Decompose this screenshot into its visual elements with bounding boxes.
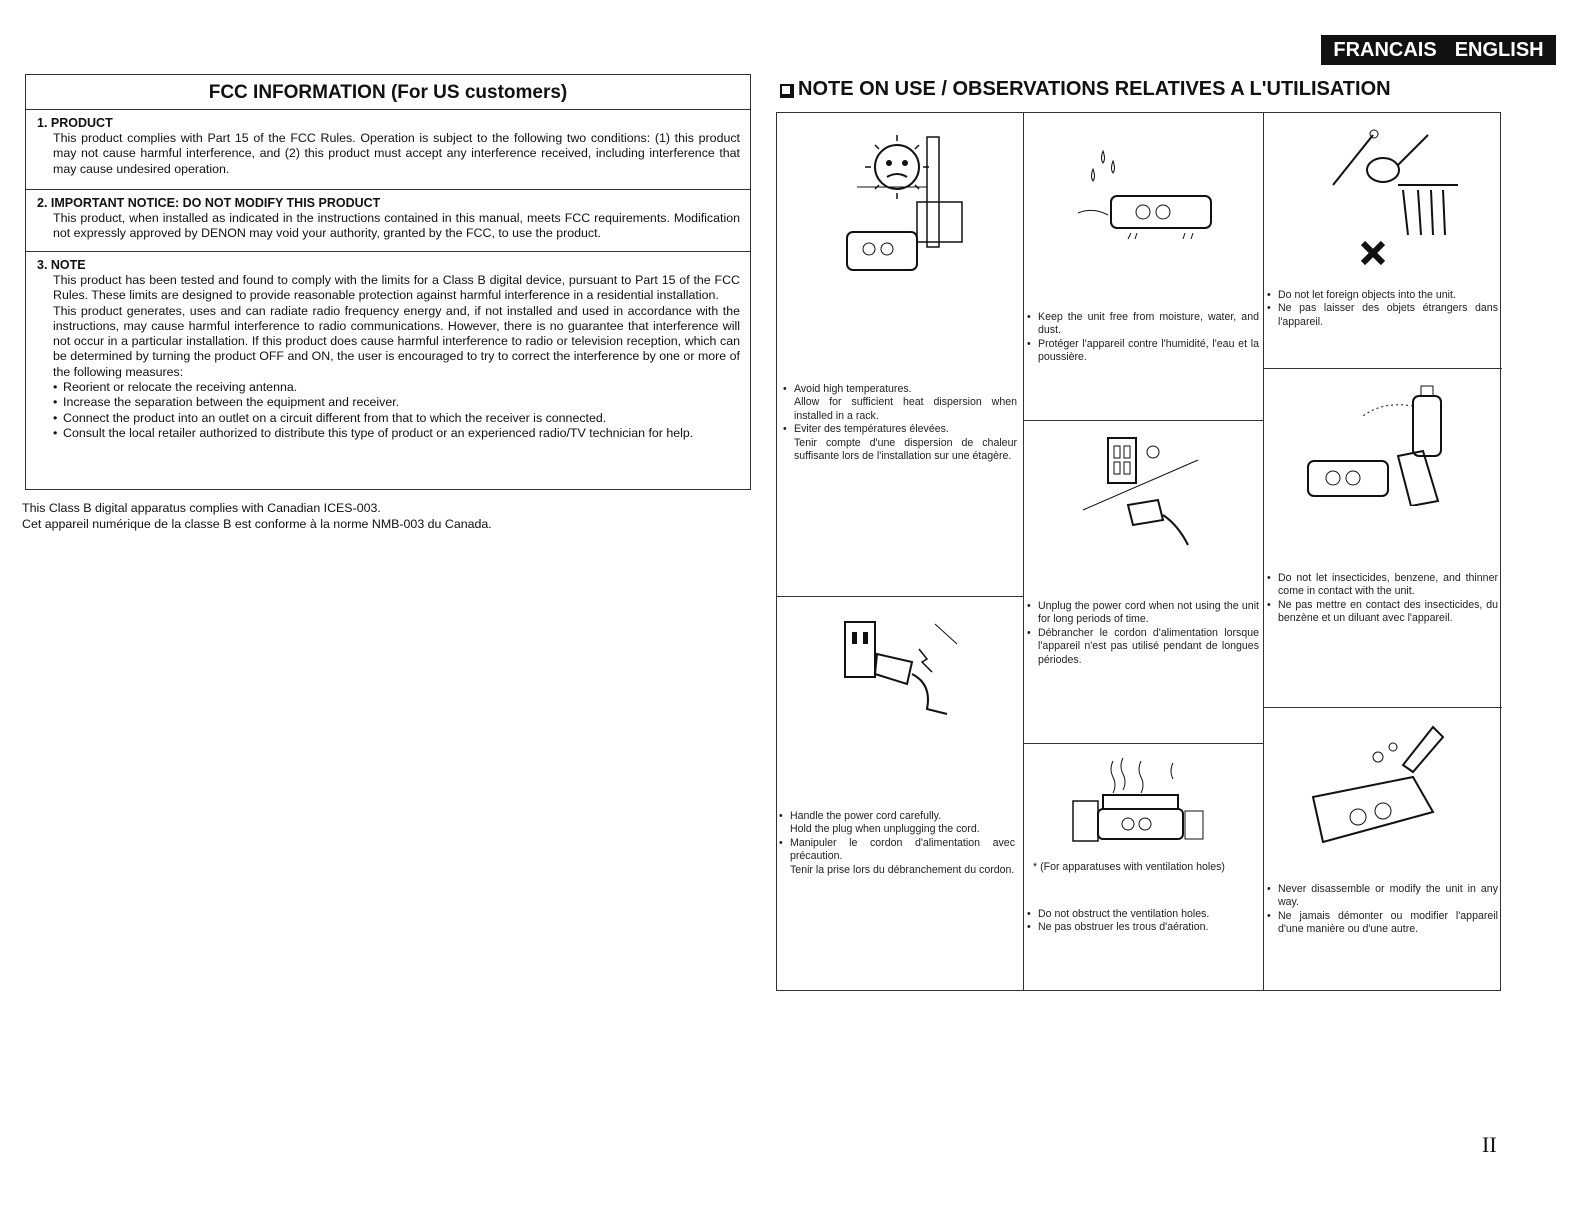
cell-disassemble: [1263, 707, 1502, 990]
note-title-text: NOTE ON USE / OBSERVATIONS RELATIVES A L'UTILISATION: [798, 78, 1391, 100]
cell-avoid-heat: [777, 113, 1023, 596]
outlet-unplug-illustration: [1078, 430, 1208, 550]
caption-item: • Unplug the power cord when not using the unit for long periods of time.: [1027, 600, 1259, 627]
caption-item: • Do not let foreign objects into the unit.: [1267, 289, 1498, 302]
language-badge: [1321, 35, 1556, 65]
lang-francais: FRANCAIS: [1333, 38, 1437, 61]
caption-text: Eviter des températures élevées.: [794, 423, 949, 436]
caption-item: [783, 423, 1017, 463]
fcc-section-note: [26, 252, 750, 445]
caption-item: • Ne jamais démonter ou modifier l'appareil d'une manière ou d'une autre.: [1267, 910, 1498, 937]
caption-item: • Ne pas obstruer les trous d'aération.: [1027, 921, 1259, 934]
list-item: • Consult the local retailer authorized to distribute this type of product or an experienced radio/TV technician for help.: [53, 426, 740, 441]
caption-item: • Débrancher le cordon d'alimentation lorsque l'appareil n'est pas utilisé pendant de longues périodes.: [1027, 627, 1259, 667]
page-number: II: [1482, 1132, 1497, 1157]
section-heading: 1. PRODUCT: [37, 116, 113, 130]
section-text: This product complies with Part 15 of the FCC Rules. Operation is subject to the following two conditions: (1) this product may not cause harmful interference, and (2) this product must accept any interference received, including interference that may cause undesired operation.: [53, 131, 740, 176]
measures-list: [53, 380, 740, 441]
section-heading: 3. NOTE: [37, 258, 86, 272]
note-grid: [776, 112, 1501, 991]
fcc-information-box: [25, 74, 751, 490]
canada-line-fr: Cet appareil numérique de la classe B est conforme à la norme NMB-003 du Canada.: [22, 517, 492, 531]
caption-item: [779, 837, 1015, 877]
caption-item: [783, 383, 1017, 423]
plug-cord-illustration: [837, 614, 967, 724]
foreign-objects-illustration: [1303, 125, 1463, 265]
section-text: This product has been tested and found to comply with the limits for a Class B digital device, pursuant to Part 15 of the FCC Rules. These limits are designed to provide reasonable protection against harmful interference in a residential installation.: [53, 273, 740, 303]
caption-item: • Do not let insecticides, benzene, and thinner come in contact with the unit.: [1267, 572, 1498, 599]
list-item: • Reorient or relocate the receiving antenna.: [53, 380, 740, 395]
list-item: • Connect the product into an outlet on a circuit different from that to which the receiver is connected.: [53, 411, 740, 426]
cell-handle-cord: [777, 596, 1023, 990]
caption-text: Avoid high temperatures.: [794, 383, 912, 395]
cell-foreign-objects: [1263, 113, 1502, 368]
list-item: • Increase the separation between the equipment and receiver.: [53, 395, 740, 410]
sun-heat-illustration: [827, 127, 977, 287]
checkbox-square-icon: [780, 84, 792, 96]
caption-item: • Never disassemble or modify the unit in any way.: [1267, 883, 1498, 910]
cell-unplug: [1023, 420, 1263, 743]
cell-insecticides: [1263, 368, 1502, 707]
caption-text: Handle the power cord carefully.: [790, 810, 942, 822]
cell-ventilation: [1023, 743, 1263, 990]
caption-text: Manipuler le cordon d'alimentation avec précaution.: [790, 836, 1015, 863]
screwdriver-unit-illustration: [1303, 717, 1463, 847]
caption-item: • Ne pas laisser des objets étrangers dans l'appareil.: [1267, 302, 1498, 329]
caption-item: [779, 810, 1015, 837]
fcc-section-product: [26, 110, 750, 190]
moisture-unit-illustration: [1073, 141, 1223, 251]
canada-line-en: This Class B digital apparatus complies with Canadian ICES-003.: [22, 501, 381, 515]
ventilation-note: * (For apparatuses with ventilation holes): [1033, 861, 1225, 873]
caption-sub: Hold the plug when unplugging the cord.: [790, 823, 980, 836]
fcc-section-notice: [26, 190, 750, 252]
canada-compliance: [22, 500, 492, 532]
caption-item: • Do not obstruct the ventilation holes.: [1027, 908, 1259, 921]
caption-item: • Protéger l'appareil contre l'humidité, l'eau et la poussière.: [1027, 338, 1259, 365]
fcc-title: FCC INFORMATION (For US customers): [26, 75, 750, 110]
caption-item: • Ne pas mettre en contact des insecticides, du benzène et un diluant avec l'appareil.: [1267, 599, 1498, 626]
section-text: This product generates, uses and can radiate radio frequency energy and, if not installed and used in accordance with the instructions, may cause harmful interference to radio communications. However, there is no guarantee that interference will not occur in a particular installation. If this product does cause harmful interference to radio or television reception, which can be determined by turning the product OFF and ON, the user is encouraged to try to correct the interference by one or more of the following measures:: [53, 303, 740, 379]
caption-item: • Keep the unit free from moisture, water, and dust.: [1027, 311, 1259, 338]
note-on-use-title: [780, 78, 1391, 101]
caption-sub: Tenir compte d'une dispersion de chaleur suffisante lors de l'installation sur une étagère.: [794, 436, 1017, 463]
spray-can-illustration: [1303, 376, 1463, 506]
caption-sub: Tenir la prise lors du débranchement du cordon.: [790, 863, 1015, 876]
ventilation-illustration: [1063, 753, 1213, 853]
section-heading: 2. IMPORTANT NOTICE: DO NOT MODIFY THIS PRODUCT: [37, 196, 381, 210]
caption-sub: Allow for sufficient heat dispersion when installed in a rack.: [794, 396, 1017, 422]
section-text: This product, when installed as indicated in the instructions contained in this manual, meets FCC requirements. Modification not expressly approved by DENON may void your authority, granted by the FCC, to use the product.: [53, 211, 740, 241]
cell-moisture: [1023, 113, 1263, 420]
lang-english: ENGLISH: [1454, 38, 1544, 61]
